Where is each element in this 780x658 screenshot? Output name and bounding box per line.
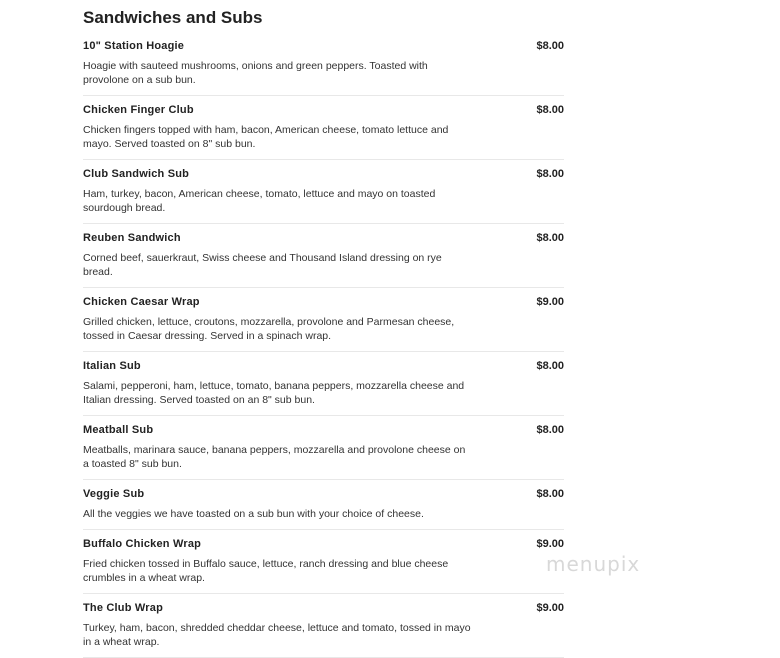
menu-item-price: $8.00: [536, 488, 564, 500]
menu-item-name: Chicken Finger Club: [83, 104, 194, 116]
menu-item-list: [83, 32, 564, 658]
menu-item-description: Meatballs, marinara sauce, banana peppers, mozzarella and provolone cheese on a toasted 8" sub bun.: [83, 444, 466, 470]
menu-item-price: $9.00: [536, 538, 564, 550]
menu-item-name: Veggie Sub: [83, 488, 145, 500]
menu-item-price: $8.00: [536, 424, 564, 436]
menu-item-description: Salami, pepperoni, ham, lettuce, tomato, banana peppers, mozzarella cheese and Italian dressing. Served toasted on an 8" sub bun.: [83, 380, 465, 406]
menu-item-description: Chicken fingers topped with ham, bacon, American cheese, tomato lettuce and mayo. Served toasted on 8" sub bun.: [83, 124, 449, 150]
menu-item-description: Fried chicken tossed in Buffalo sauce, lettuce, ranch dressing and blue cheese crumbles in a wheat wrap.: [83, 558, 449, 584]
menu-item: [83, 32, 564, 96]
menu-item-description: Hoagie with sauteed mushrooms, onions and green peppers. Toasted with provolone on a sub bun.: [83, 60, 428, 86]
menu-item: [83, 530, 564, 594]
menu-item: [83, 224, 564, 288]
menu-item-name: Meatball Sub: [83, 424, 154, 436]
menu-item-description: Grilled chicken, lettuce, croutons, mozzarella, provolone and Parmesan cheese, tossed in Caesar dressing. Served in a spinach wrap.: [83, 316, 455, 342]
menu-item-name: Reuben Sandwich: [83, 232, 181, 244]
menu-item-description: All the veggies we have toasted on a sub bun with your choice of cheese.: [83, 508, 424, 520]
menu-item-price: $8.00: [536, 40, 564, 52]
menu-item-price: $8.00: [536, 232, 564, 244]
menu-item-description: Corned beef, sauerkraut, Swiss cheese and Thousand Island dressing on rye bread.: [83, 252, 442, 278]
menu-item: [83, 288, 564, 352]
menu-item-name: Club Sandwich Sub: [83, 168, 190, 180]
menu-item: [83, 480, 564, 530]
menupix-watermark: menupix: [546, 552, 641, 576]
menu-item: [83, 416, 564, 480]
menu-item-description: Turkey, ham, bacon, shredded cheddar cheese, lettuce and tomato, tossed in mayo in a wheat wrap.: [83, 622, 471, 648]
menu-item-name: Chicken Caesar Wrap: [83, 296, 200, 308]
menu-item-name: The Club Wrap: [83, 602, 164, 614]
menu-section: [83, 0, 564, 658]
menu-item-name: 10" Station Hoagie: [83, 40, 185, 52]
menu-item: [83, 352, 564, 416]
menu-item-price: $9.00: [536, 602, 564, 614]
menu-item-price: $9.00: [536, 296, 564, 308]
menu-item: [83, 594, 564, 658]
menu-item-price: $8.00: [536, 360, 564, 372]
menu-item-price: $8.00: [536, 168, 564, 180]
section-title: Sandwiches and Subs: [83, 8, 263, 27]
menu-item-price: $8.00: [536, 104, 564, 116]
menu-item-description: Ham, turkey, bacon, American cheese, tomato, lettuce and mayo on toasted sourdough bread.: [83, 188, 436, 214]
menu-item: [83, 96, 564, 160]
menu-item-name: Italian Sub: [83, 360, 141, 372]
menu-item-name: Buffalo Chicken Wrap: [83, 538, 202, 550]
menu-item: [83, 160, 564, 224]
